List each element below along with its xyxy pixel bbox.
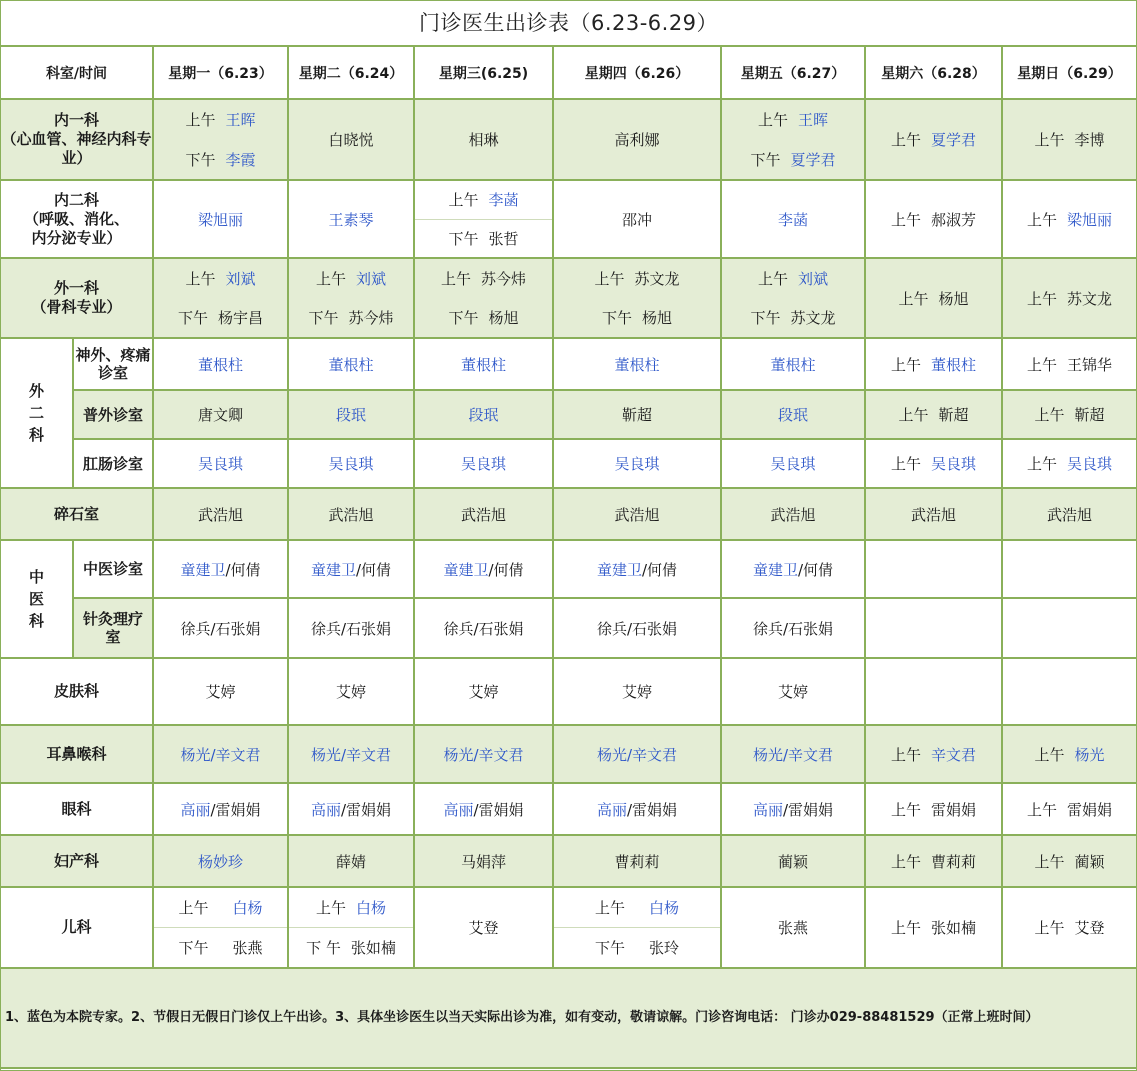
pm-label: 下午 <box>594 939 625 957</box>
table-row <box>1 338 1136 390</box>
schedule-cell: 段珉 <box>414 390 553 439</box>
schedule-cell <box>1002 390 1136 439</box>
schedule-cell <box>288 887 414 968</box>
schedule-cell: 段珉 <box>721 390 865 439</box>
schedule-cell <box>1002 658 1136 725</box>
schedule-cell <box>553 258 721 338</box>
doctor-name: 夏学君 <box>931 131 977 149</box>
pm-label: 下午 <box>178 939 209 957</box>
am-label: 上午 <box>890 210 921 229</box>
schedule-cell <box>865 598 1002 658</box>
dept-label: 儿科 <box>1 887 153 968</box>
schedule-cell: 武浩旭 <box>1002 488 1136 540</box>
schedule-cell: 段珉 <box>288 390 414 439</box>
dept-detail: （心血管、神经内科专业） <box>1 130 152 167</box>
doctor-name: 梁旭丽 <box>1067 210 1113 229</box>
schedule-cell: 武浩旭 <box>288 488 414 540</box>
doctor-name: 李菡 <box>488 191 519 210</box>
pm-label: 下午 <box>750 150 781 169</box>
schedule-cell <box>153 887 288 968</box>
doctor-name: 王晖 <box>225 111 256 130</box>
am-label: 上午 <box>440 270 471 288</box>
schedule-cell <box>865 338 1002 390</box>
schedule-cell: 董根柱 <box>553 338 721 390</box>
dept-name: 内一科 <box>53 111 99 129</box>
schedule-cell: 杨光/辛文君 <box>414 725 553 783</box>
schedule-cell: 武浩旭 <box>153 488 288 540</box>
dept-name: 中医科 <box>28 568 44 630</box>
am-label: 上午 <box>315 899 346 917</box>
doctor-name: 张燕 <box>232 939 263 957</box>
doctor-name: 高丽 <box>596 800 627 819</box>
schedule-cell: 武浩旭 <box>721 488 865 540</box>
schedule-cell <box>721 540 865 598</box>
schedule-cell <box>1002 338 1136 390</box>
doctor-name: 夏学君 <box>790 150 836 169</box>
am-label: 上午 <box>178 899 209 917</box>
schedule-cell: 王素琴 <box>288 180 414 258</box>
doctor-name: 李霞 <box>225 150 256 169</box>
schedule-cell <box>414 783 553 835</box>
schedule-cell: 武浩旭 <box>414 488 553 540</box>
schedule-cell <box>414 180 553 258</box>
table-row <box>1 725 1136 783</box>
table-row <box>1 439 1136 488</box>
schedule-cell <box>1002 887 1136 968</box>
table-row <box>1 390 1136 439</box>
schedule-cell: 徐兵/石张娟 <box>553 598 721 658</box>
day-header: 星期日（6.29） <box>1002 47 1136 99</box>
dept-name: 外二科 <box>28 382 44 444</box>
schedule-cell: 艾婷 <box>721 658 865 725</box>
schedule-cell <box>288 540 414 598</box>
am-label: 上午 <box>1026 355 1057 374</box>
schedule-cell <box>1002 180 1136 258</box>
am-label: 上午 <box>1026 289 1057 308</box>
day-header: 星期一（6.23） <box>153 47 288 99</box>
schedule-cell: 杨光/辛文君 <box>288 725 414 783</box>
doctor-name: 雷娟娟 <box>931 800 977 819</box>
am-label: 上午 <box>594 270 625 288</box>
schedule-cell <box>414 540 553 598</box>
doctor-name: 刘斌 <box>225 270 256 288</box>
doctor-name: 刘斌 <box>356 270 387 288</box>
schedule-table <box>1 47 1136 1069</box>
table-row <box>1 488 1136 540</box>
day-header: 星期六（6.28） <box>865 47 1002 99</box>
doctor-name: 高丽 <box>310 800 341 819</box>
schedule-cell <box>553 783 721 835</box>
am-label: 上午 <box>890 852 921 871</box>
pm-label: 下午 <box>448 309 479 327</box>
schedule-cell <box>153 540 288 598</box>
dept-detail: （骨科专业） <box>31 298 122 316</box>
schedule-cell: 艾婷 <box>414 658 553 725</box>
dept-label: 皮肤科 <box>1 658 153 725</box>
doctor-name: 张玲 <box>649 939 680 957</box>
schedule-cell: 蔺颖 <box>721 835 865 887</box>
doctor-name: 白杨 <box>649 899 680 917</box>
sub-dept-label: 普外诊室 <box>73 390 153 439</box>
dept-label <box>1 258 153 338</box>
schedule-cell <box>1002 598 1136 658</box>
doctor-name: 高丽 <box>443 800 474 819</box>
footnote: 1、蓝色为本院专家。2、节假日无假日门诊仅上午出诊。3、具体坐诊医生以当天实际出诊为准，如有变动，敬请谅解。门诊咨询电话： 门诊办029-88481529（正常上班时间） <box>1 968 1136 1068</box>
schedule-cell <box>865 658 1002 725</box>
schedule-cell: 吴良琪 <box>553 439 721 488</box>
schedule-cell: 徐兵/石张娟 <box>288 598 414 658</box>
doctor-name: 雷娟娟 <box>1067 800 1113 819</box>
doctor-name: 张哲 <box>488 229 519 248</box>
am-label: 上午 <box>890 131 921 149</box>
header-row <box>1 47 1136 99</box>
schedule-cell: 董根柱 <box>288 338 414 390</box>
pm-label: 下午 <box>308 309 339 327</box>
schedule-cell: 徐兵/石张娟 <box>721 598 865 658</box>
table-row <box>1 180 1136 258</box>
doctor-name: 苏今炜 <box>348 309 394 327</box>
table-row <box>1 835 1136 887</box>
dept-label <box>1 338 73 488</box>
day-header: 星期二（6.24） <box>288 47 414 99</box>
doctor-name: /雷娟娟 <box>782 800 834 819</box>
schedule-cell: 吴良琪 <box>153 439 288 488</box>
am-label: 上午 <box>898 289 929 308</box>
table-row <box>1 598 1136 658</box>
doctor-name: 吴良琪 <box>1067 455 1113 473</box>
am-label: 上午 <box>185 111 216 130</box>
am-label: 上午 <box>890 355 921 374</box>
schedule-cell <box>1002 540 1136 598</box>
schedule-cell <box>1002 99 1136 180</box>
am-label: 上午 <box>890 919 921 937</box>
doctor-name: 童建卫 <box>310 560 356 579</box>
doctor-name: 童建卫 <box>752 560 798 579</box>
table-row <box>1 540 1136 598</box>
table-row <box>1 99 1136 180</box>
doctor-name: 刘斌 <box>798 270 829 288</box>
am-label: 上午 <box>890 745 921 764</box>
sub-dept-label <box>73 598 153 658</box>
pm-label: 下午 <box>601 309 632 327</box>
schedule-cell: 马娟萍 <box>414 835 553 887</box>
doctor-name: 杨光 <box>1074 745 1105 764</box>
schedule-cell: 邵冲 <box>553 180 721 258</box>
schedule-cell: 张燕 <box>721 887 865 968</box>
schedule-cell: 董根柱 <box>153 338 288 390</box>
schedule-cell: 白晓悦 <box>288 99 414 180</box>
schedule-cell: 高利娜 <box>553 99 721 180</box>
schedule-cell: 薛婧 <box>288 835 414 887</box>
pm-label: 下 午 <box>306 939 341 957</box>
doctor-name: /雷娟娟 <box>626 800 678 819</box>
doctor-name: 白杨 <box>356 899 387 917</box>
am-label: 上午 <box>1034 919 1065 937</box>
schedule-cell <box>288 783 414 835</box>
schedule-cell: 艾婷 <box>288 658 414 725</box>
dept-label: 耳鼻喉科 <box>1 725 153 783</box>
am-label: 上午 <box>1026 455 1057 473</box>
doctor-name: 白杨 <box>232 899 263 917</box>
schedule-cell: 相琳 <box>414 99 553 180</box>
doctor-name: 苏文龙 <box>634 270 680 288</box>
schedule-cell: 吴良琪 <box>288 439 414 488</box>
am-label: 上午 <box>757 111 788 130</box>
dept-label <box>1 99 153 180</box>
schedule-cell <box>1002 725 1136 783</box>
schedule-cell: 艾婷 <box>553 658 721 725</box>
schedule-cell: 靳超 <box>553 390 721 439</box>
am-label: 上午 <box>185 270 216 288</box>
doctor-name: 王晖 <box>798 111 829 130</box>
am-label: 上午 <box>890 455 921 473</box>
doctor-name: /何倩 <box>641 560 678 579</box>
doctor-name: /何倩 <box>225 560 261 579</box>
schedule-cell <box>865 180 1002 258</box>
schedule-cell: 李菡 <box>721 180 865 258</box>
am-label: 上午 <box>1026 800 1057 819</box>
am-label: 上午 <box>890 800 921 819</box>
day-header: 星期四（6.26） <box>553 47 721 99</box>
schedule-cell <box>865 439 1002 488</box>
table-row <box>1 887 1136 968</box>
schedule-cell <box>288 258 414 338</box>
doctor-name: 杨旭 <box>938 289 969 308</box>
schedule-cell <box>153 258 288 338</box>
table-row <box>1 258 1136 338</box>
pm-label: 下午 <box>185 150 216 169</box>
doctor-name: 蔺颖 <box>1074 852 1105 871</box>
schedule-cell <box>721 99 865 180</box>
schedule-cell: 杨光/辛文君 <box>721 725 865 783</box>
doctor-name: /雷娟娟 <box>210 800 261 819</box>
sub-dept-name: 针灸理疗室 <box>82 610 143 646</box>
doctor-name: 高丽 <box>752 800 783 819</box>
doctor-name: 张如楠 <box>931 919 977 937</box>
schedule-cell: 曹莉莉 <box>553 835 721 887</box>
schedule-cell <box>865 258 1002 338</box>
dept-label <box>1 180 153 258</box>
doctor-name: 杨旭 <box>488 309 519 327</box>
pm-label: 下午 <box>448 229 479 248</box>
doctor-name: 苏今炜 <box>481 270 527 288</box>
am-label: 上午 <box>757 270 788 288</box>
schedule-cell: 吴良琪 <box>721 439 865 488</box>
dept-detail: （呼吸、消化、内分泌专业） <box>23 209 129 247</box>
doctor-name: 董根柱 <box>931 355 977 374</box>
schedule-cell <box>153 783 288 835</box>
doctor-name: 高丽 <box>180 800 211 819</box>
doctor-name: 李博 <box>1074 131 1105 149</box>
schedule-cell <box>865 725 1002 783</box>
doctor-name: 艾登 <box>1074 919 1105 937</box>
schedule-cell: 杨光/辛文君 <box>153 725 288 783</box>
doctor-name: 靳超 <box>1074 406 1105 424</box>
am-label: 上午 <box>1034 745 1065 764</box>
schedule-cell <box>865 99 1002 180</box>
doctor-name: /雷娟娟 <box>340 800 392 819</box>
schedule-cell: 吴良琪 <box>414 439 553 488</box>
doctor-name: 王锦华 <box>1067 355 1113 374</box>
am-label: 上午 <box>1026 210 1057 229</box>
doctor-name: /何倩 <box>797 560 834 579</box>
schedule-cell <box>1002 258 1136 338</box>
doctor-name: 靳超 <box>938 406 969 424</box>
schedule-cell: 董根柱 <box>721 338 865 390</box>
schedule-cell: 武浩旭 <box>865 488 1002 540</box>
schedule-cell <box>865 887 1002 968</box>
schedule-cell <box>414 258 553 338</box>
doctor-name: 苏文龙 <box>790 309 836 327</box>
am-label: 上午 <box>1034 852 1065 871</box>
schedule-cell <box>553 540 721 598</box>
corner-header: 科室/时间 <box>1 47 153 99</box>
sub-dept-label: 神外、疼痛诊室 <box>73 338 153 390</box>
dept-label <box>1 540 73 658</box>
doctor-name: 曹莉莉 <box>931 852 977 871</box>
doctor-name: 苏文龙 <box>1067 289 1113 308</box>
schedule-cell: 梁旭丽 <box>153 180 288 258</box>
schedule-cell: 杨妙珍 <box>153 835 288 887</box>
pm-label: 下午 <box>750 309 781 327</box>
doctor-name: 童建卫 <box>596 560 642 579</box>
doctor-name: 童建卫 <box>443 560 489 579</box>
table-row <box>1 658 1136 725</box>
schedule-cell: 武浩旭 <box>553 488 721 540</box>
schedule-cell <box>865 390 1002 439</box>
schedule-cell: 艾登 <box>414 887 553 968</box>
schedule-cell <box>721 258 865 338</box>
doctor-name: 吴良琪 <box>931 455 977 473</box>
am-label: 上午 <box>1034 131 1065 149</box>
footnote-row <box>1 968 1136 1068</box>
doctor-name: /何倩 <box>488 560 524 579</box>
dept-label: 妇产科 <box>1 835 153 887</box>
sub-dept-label: 中医诊室 <box>73 540 153 598</box>
schedule-cell: 艾婷 <box>153 658 288 725</box>
schedule-cell <box>721 783 865 835</box>
schedule-cell: 徐兵/石张娟 <box>153 598 288 658</box>
am-label: 上午 <box>1034 406 1065 424</box>
doctor-name: 郝淑芳 <box>931 210 977 229</box>
schedule-cell: 唐文卿 <box>153 390 288 439</box>
am-label: 上午 <box>315 270 346 288</box>
dept-name: 内二科 <box>53 190 99 209</box>
schedule-cell <box>1002 783 1136 835</box>
dept-label: 碎石室 <box>1 488 153 540</box>
schedule-cell <box>553 887 721 968</box>
am-label: 上午 <box>594 899 625 917</box>
schedule-cell: 徐兵/石张娟 <box>414 598 553 658</box>
schedule-cell <box>1002 439 1136 488</box>
sub-dept-label: 肛肠诊室 <box>73 439 153 488</box>
doctor-name: /何倩 <box>355 560 392 579</box>
day-header: 星期五（6.27） <box>721 47 865 99</box>
dept-name: 外一科 <box>53 279 99 297</box>
dept-label: 眼科 <box>1 783 153 835</box>
doctor-name: 张如楠 <box>350 939 396 957</box>
page-title: 门诊医生出诊表（6.23-6.29） <box>1 1 1136 47</box>
doctor-name: 童建卫 <box>180 560 226 579</box>
pm-label: 下午 <box>177 309 208 327</box>
doctor-name: 杨旭 <box>642 309 673 327</box>
schedule-cell: 董根柱 <box>414 338 553 390</box>
am-label: 上午 <box>898 406 929 424</box>
table-row <box>1 783 1136 835</box>
doctor-name: 杨宇昌 <box>218 309 264 327</box>
schedule-cell <box>865 835 1002 887</box>
schedule-cell <box>153 99 288 180</box>
am-label: 上午 <box>448 191 479 210</box>
schedule-cell <box>1002 835 1136 887</box>
schedule-cell <box>865 783 1002 835</box>
doctor-name: /雷娟娟 <box>473 800 524 819</box>
schedule-cell <box>865 540 1002 598</box>
schedule-cell: 杨光/辛文君 <box>553 725 721 783</box>
doctor-name: 辛文君 <box>931 745 977 764</box>
day-header: 星期三(6.25) <box>414 47 553 99</box>
